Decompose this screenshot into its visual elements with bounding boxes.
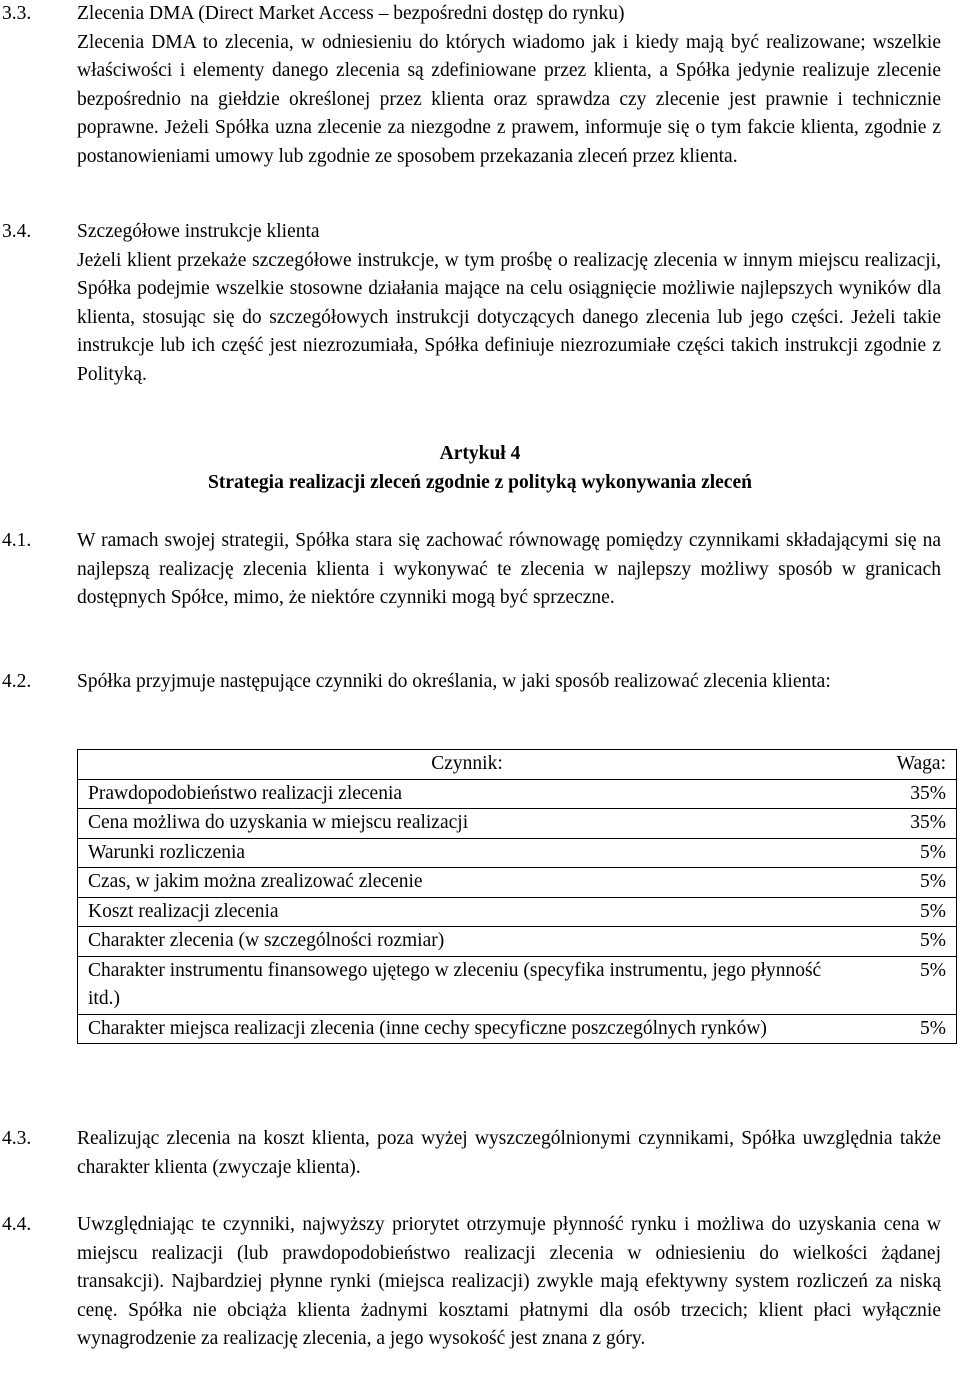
section-content <box>77 0 941 171</box>
table-row <box>78 779 957 809</box>
table-row <box>78 809 957 839</box>
article-subtitle: Strategia realizacji zleceń zgodnie z polityką wykonywania zleceń <box>208 472 752 493</box>
section-number: 3.4. <box>2 221 32 242</box>
header-weight: Waga: <box>856 750 957 780</box>
weight-cell: 5% <box>856 1014 957 1044</box>
section-content <box>77 668 941 697</box>
weight-cell: 35% <box>856 779 957 809</box>
section-body: Zlecenia DMA to zlecenia, w odniesieniu do których wiadomo jak i kiedy mają być realizowane; wszelkie właściwości i elementy danego zlecenia są zdefiniowane przez klienta, a Spółka jedynie realizuje zlecenie bezpośrednio na giełdzie określonej przez klienta oraz sprawdza czy zlecenie jest prawnie i technicznie poprawne. Jeżeli Spółka uzna zlecenie za niezgodne z prawem, informuje się o tym fakcie klienta, zgodnie z postanowieniami umowy lub zgodnie ze sposobem przekazania zleceń przez klienta. <box>77 31 941 167</box>
factor-cell: Charakter miejsca realizacji zlecenia (inne cechy specyficzne poszczególnych rynków) <box>78 1014 857 1044</box>
section-title: Zlecenia DMA (Direct Market Access – bezpośredni dostęp do rynku) <box>77 3 625 24</box>
factors-table <box>77 749 957 1044</box>
section-body: W ramach swojej strategii, Spółka stara się zachować równowagę pomiędzy czynnikami składającymi się na najlepszą realizację zlecenia klienta i wykonywać te zlecenia w najlepszy możliwy sposób w granicach dostępnych Spółce, mimo, że niektóre czynniki mogą być sprzeczne. <box>77 530 941 608</box>
weight-cell: 5% <box>856 838 957 868</box>
weight-cell: 35% <box>856 809 957 839</box>
table-row <box>78 897 957 927</box>
section-body: Realizując zlecenia na koszt klienta, poza wyżej wyszczególnionymi czynnikami, Spółka uwzględnia także charakter klienta (zwyczaje klienta). <box>77 1128 941 1178</box>
factor-cell: Czas, w jakim można zrealizować zlecenie <box>78 868 857 898</box>
article-title: Artykuł 4 <box>439 443 521 464</box>
section-body: Spółka przyjmuje następujące czynniki do określania, w jaki sposób realizować zlecenia klienta: <box>77 671 831 692</box>
section-number: 4.1. <box>2 530 32 551</box>
table-row <box>78 956 957 1014</box>
table-row <box>78 1014 957 1044</box>
weight-cell: 5% <box>856 956 957 1014</box>
section-number: 4.4. <box>2 1214 32 1235</box>
factor-cell: Charakter instrumentu finansowego ujętego w zleceniu (specyfika instrumentu, jego płynność itd.) <box>78 956 857 1014</box>
factor-cell: Prawdopodobieństwo realizacji zlecenia <box>78 779 857 809</box>
factor-cell: Warunki rozliczenia <box>78 838 857 868</box>
section-content <box>77 218 941 389</box>
table-row <box>78 838 957 868</box>
weight-cell: 5% <box>856 927 957 957</box>
factor-cell: Koszt realizacji zlecenia <box>78 897 857 927</box>
table-row <box>78 868 957 898</box>
weight-cell: 5% <box>856 868 957 898</box>
factor-cell: Charakter zlecenia (w szczególności rozmiar) <box>78 927 857 957</box>
section-number: 3.3. <box>2 3 32 24</box>
table-header-row <box>78 750 957 780</box>
header-factor: Czynnik: <box>78 750 857 780</box>
section-content <box>77 527 941 613</box>
section-number: 4.3. <box>2 1128 32 1149</box>
section-number: 4.2. <box>2 671 32 692</box>
table-row <box>78 927 957 957</box>
section-body: Uwzględniając te czynniki, najwyższy priorytet otrzymuje płynność rynku i możliwa do uzyskania cena w miejscu realizacji (lub prawdopodobieństwo realizacji zlecenia w odniesieniu do wielkości żądanej transakcji). Najbardziej płynne rynki (miejsca realizacji) zwykle mają efektywny system rozliczeń za niską cenę. Spółka nie obciąża klienta żadnymi kosztami płatnymi dla osób trzecich; klient płaci wyłącznie wynagrodzenie za realizację zlecenia, a jego wysokość jest znana z góry. <box>77 1214 941 1349</box>
factor-cell: Cena możliwa do uzyskania w miejscu realizacji <box>78 809 857 839</box>
weight-cell: 5% <box>856 897 957 927</box>
section-body: Jeżeli klient przekaże szczegółowe instrukcje, w tym prośbę o realizację zlecenia w innym miejscu realizacji, Spółka podejmie wszelkie stosowne działania mające na celu osiągnięcie możliwie najlepszych wyników dla klienta, stosując się do szczegółowych instrukcji dotyczących danego zlecenia lub jego części. Jeżeli takie instrukcje lub ich część jest niezrozumiała, Spółka definiuje niezrozumiałe części takich instrukcji zgodnie z Polityką. <box>77 249 941 385</box>
section-content <box>77 1125 941 1182</box>
section-content <box>77 1211 941 1354</box>
section-title: Szczegółowe instrukcje klienta <box>77 221 320 242</box>
